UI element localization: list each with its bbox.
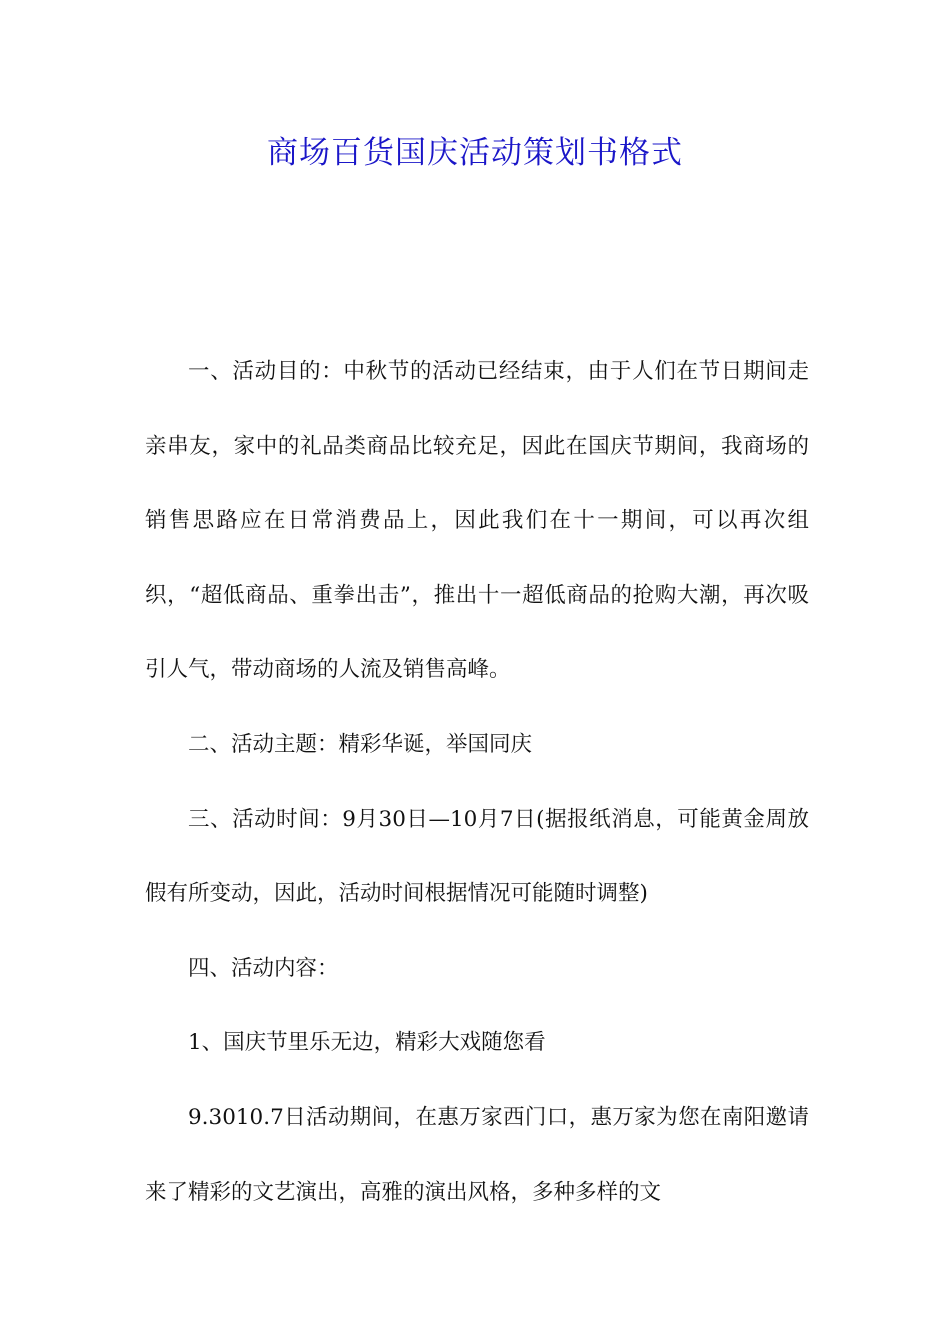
paragraph-item-1: 1、国庆节里乐无边，精彩大戏随您看 bbox=[188, 1030, 546, 1056]
document-title: 商场百货国庆活动策划书格式 bbox=[267, 135, 683, 171]
paragraph-time: 三、活动时间：9月30日—10月7日(据报纸消息，可能黄金周放假有所变动，因此，活动时间根据情况可能随时调整) bbox=[145, 806, 809, 907]
paragraph-theme: 二、活动主题：精彩华诞，举国同庆 bbox=[188, 731, 533, 757]
document-body bbox=[145, 335, 809, 1230]
paragraph-item-1-detail: 9.3010.7日活动期间，在惠万家西门口，惠万家为您在南阳邀请来了精彩的文艺演出，高雅的演出风格，多种多样的文 bbox=[145, 1104, 809, 1205]
paragraph-content-heading: 四、活动内容： bbox=[188, 955, 339, 981]
paragraph-purpose: 一、活动目的：中秋节的活动已经结束，由于人们在节日期间走亲串友，家中的礼品类商品比较充足，因此在国庆节期间，我商场的销售思路应在日常消费品上，因此我们在十一期间，可以再次组织，“超低商品、重拳出击”，推出十一超低商品的抢购大潮，再次吸引人气，带动商场的人流及销售高峰。 bbox=[145, 359, 809, 683]
